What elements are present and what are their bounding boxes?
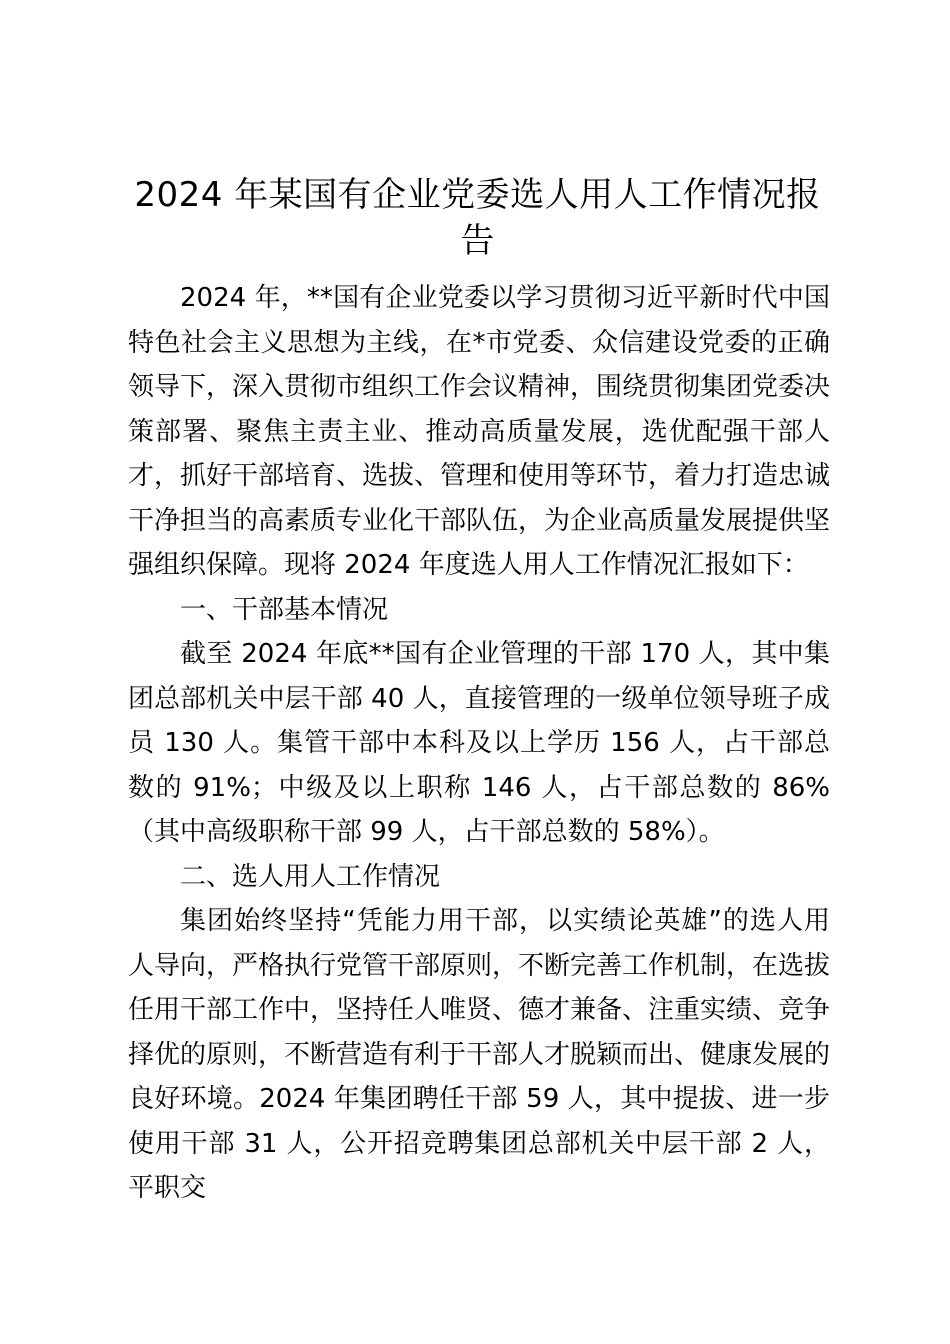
document-title: 2024 年某国有企业党委选人用人工作情况报告 (134, 175, 821, 261)
cadre-basics-paragraph: 截至 2024 年底**国有企业管理的干部 170 人，其中集团总部机关中层干部 40 人，直接管理的一级单位领导班子成员 130 人。集管干部中本科及以上学历 156 人，占干部总数的 91%；中级及以上职称 146 人，占干部总数的 86%（其中高级职称干部 99 人，占干部总数的 58%）。 (128, 639, 830, 847)
section-heading-cadre-basics: 一、干部基本情况 (180, 594, 389, 625)
selection-work-paragraph: 集团始终坚持“凭能力用干部，以实绩论英雄”的选人用人导向，严格执行党管干部原则，不断完善工作机制，在选拔任用干部工作中，坚持任人唯贤、德才兼备、注重实绩、竞争择优的原则，不断营造有利于干部人才脱颖而出、健康发展的良好环境。2024 年集团聘任干部 59 人，其中提拔、进一步使用干部 31 人，公开招竞聘集团总部机关中层干部 2 人，平职交 (128, 906, 831, 1203)
document-body (128, 276, 830, 1211)
intro-paragraph: 2024 年，**国有企业党委以学习贯彻习近平新时代中国特色社会主义思想为主线，在*市党委、众信建设党委的正确领导下，深入贯彻市组织工作会议精神，围绕贯彻集团党委决策部署、聚焦主责主业、推动高质量发展，选优配强干部人才，抓好干部培育、选拔、管理和使用等环节，着力打造忠诚干净担当的高素质专业化干部队伍，为企业高质量发展提供坚强组织保障。现将 2024 年度选人用人工作情况汇报如下： (128, 283, 831, 580)
section-heading-selection-work: 二、选人用人工作情况 (180, 861, 441, 892)
